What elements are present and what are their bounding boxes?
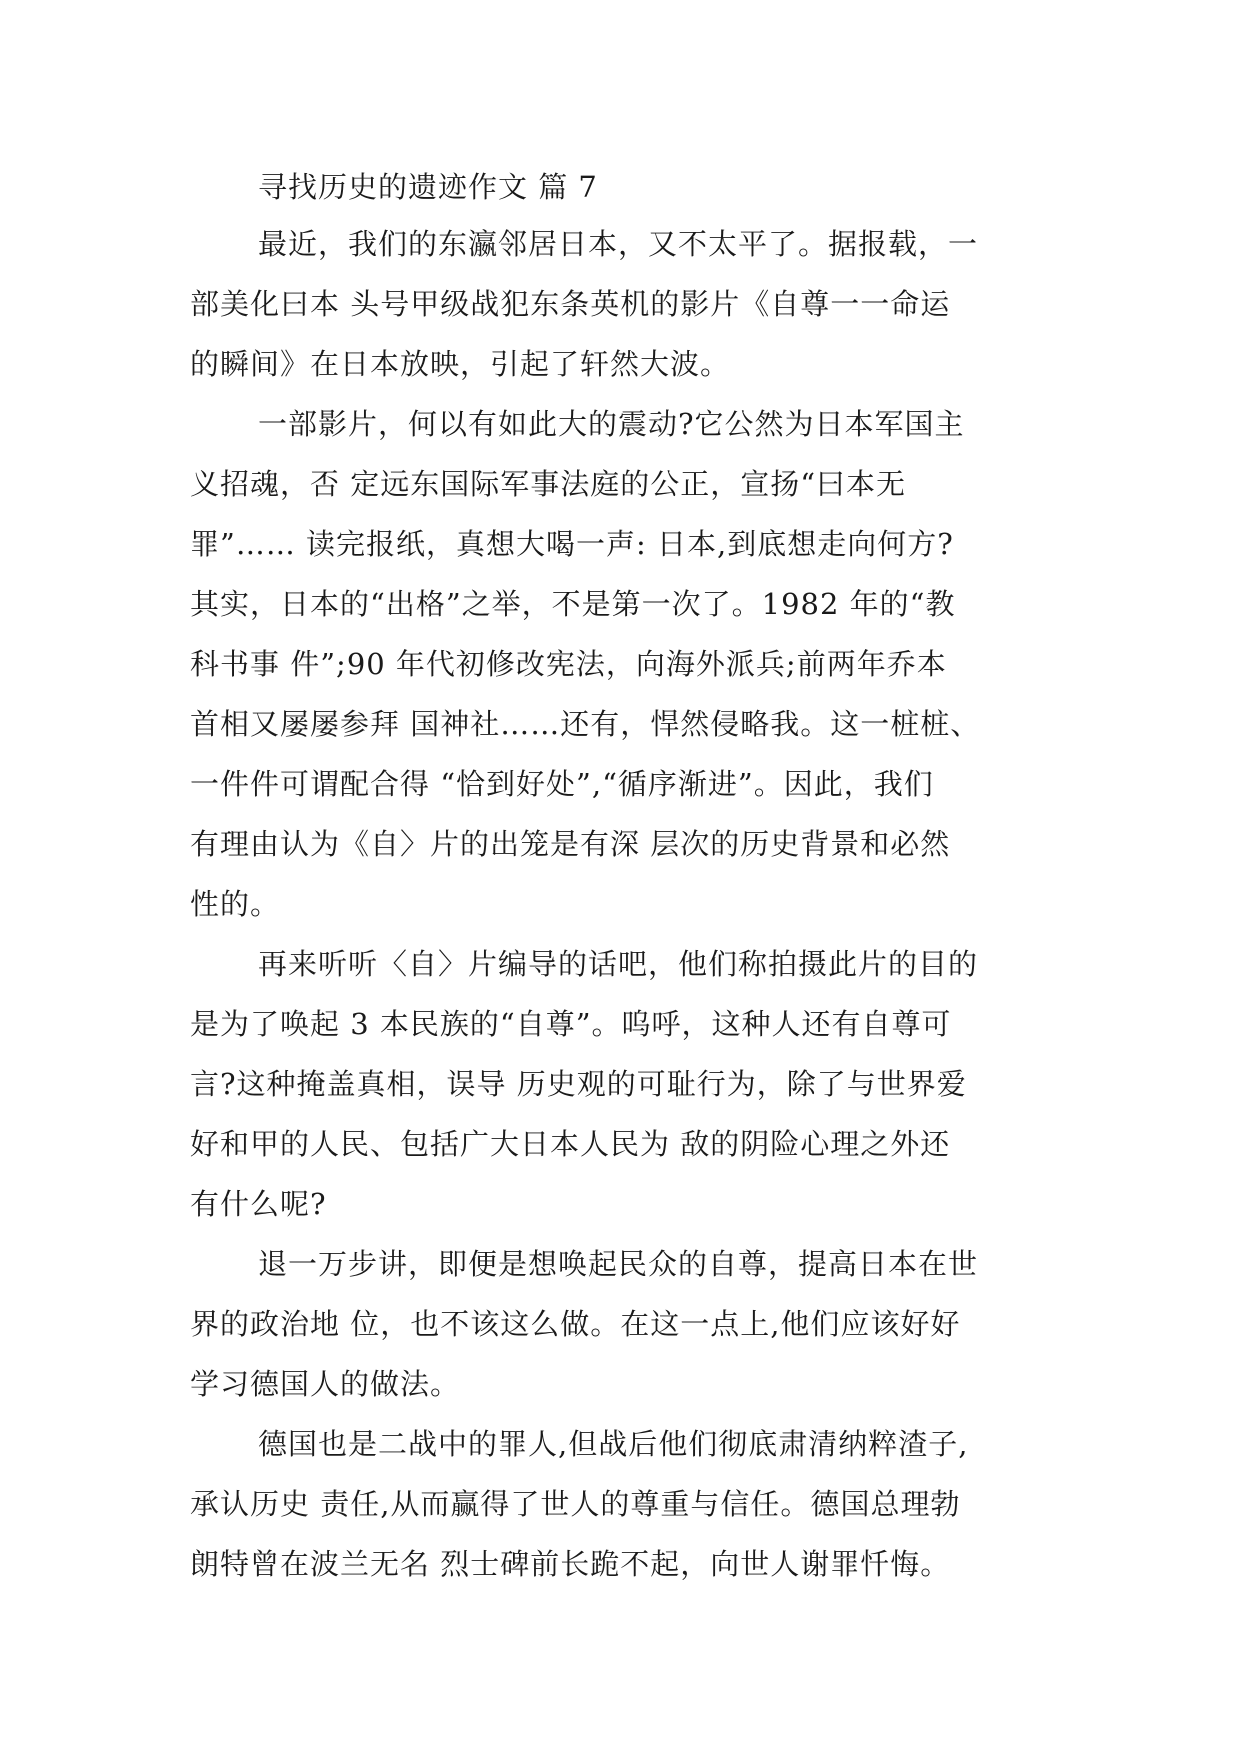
paragraph-5-line-2: 承认历史 责任,从而赢得了世人的尊重与信任。德国总理勃 (190, 1487, 961, 1521)
paragraph-1-line-2: 部美化曰本 头号甲级战犯东条英机的影片《自尊一一命运 (190, 287, 951, 321)
paragraph-5-line-3: 朗特曾在波兰无名 烈士碑前长跪不起，向世人谢罪忏悔。 (190, 1547, 951, 1581)
paragraph-2-line-5: 科书事 件”;90 年代初修改宪法，向海外派兵;前两年乔本 (190, 647, 947, 681)
paragraph-3-line-4: 好和甲的人民、包括广大日本人民为 敌的阴险心理之外还 (190, 1127, 951, 1161)
paragraph-1-line-3: 的瞬间》在日本放映，引起了轩然大波。 (190, 347, 731, 381)
paragraph-3-line-1: 再来听听〈自〉片编导的话吧，他们称拍摄此片的目的 (258, 947, 979, 981)
essay-title: 寻找历史的遗迹作文 篇 7 (258, 170, 598, 204)
paragraph-4-line-2: 界的政治地 位，也不该这么做。在这一点上,他们应该好好 (190, 1307, 961, 1341)
paragraph-2-line-2: 义招魂，否 定远东国际军事法庭的公正，宣扬“曰本无 (190, 467, 907, 501)
paragraph-3-line-2: 是为了唤起 3 本民族的“自尊”。呜呼，这种人还有自尊可 (190, 1007, 952, 1041)
paragraph-2-line-7: 一件件可谓配合得 “恰到好处”,“循序渐进”。因此，我们 (190, 767, 934, 801)
paragraph-2-line-8: 有理由认为《自〉片的出笼是有深 层次的历史背景和必然 (190, 827, 951, 861)
paragraph-2-line-6: 首相又屡屡参拜 国神社……还有，悍然侵略我。这一桩桩、 (190, 707, 981, 741)
paragraph-3-line-5: 有什么呢? (190, 1187, 327, 1221)
paragraph-4-line-1: 退一万步讲，即便是想唤起民众的自尊，提高日本在世 (258, 1247, 979, 1281)
paragraph-2-line-9: 性的。 (190, 887, 281, 921)
paragraph-5-line-1: 德国也是二战中的罪人,但战后他们彻底肃清纳粹渣子, (258, 1427, 969, 1461)
paragraph-1-line-1: 最近，我们的东瀛邻居日本，又不太平了。据报载，一 (258, 227, 979, 261)
paragraph-3-line-3: 言?这种掩盖真相，误导 历史观的可耻行为，除了与世界爱 (190, 1067, 967, 1101)
document-body (190, 160, 1070, 1594)
paragraph-2-line-1: 一部影片，何以有如此大的震动?它公然为日本军国主 (258, 407, 965, 441)
paragraph-2-line-3: 罪”…… 读完报纸，真想大喝一声: 日本,到底想走向何方? (190, 527, 954, 561)
paragraph-4-line-3: 学习德国人的做法。 (190, 1367, 461, 1401)
paragraph-2-line-4: 其实，日本的“出格”之举，不是第一次了。1982 年的“教 (190, 587, 956, 621)
